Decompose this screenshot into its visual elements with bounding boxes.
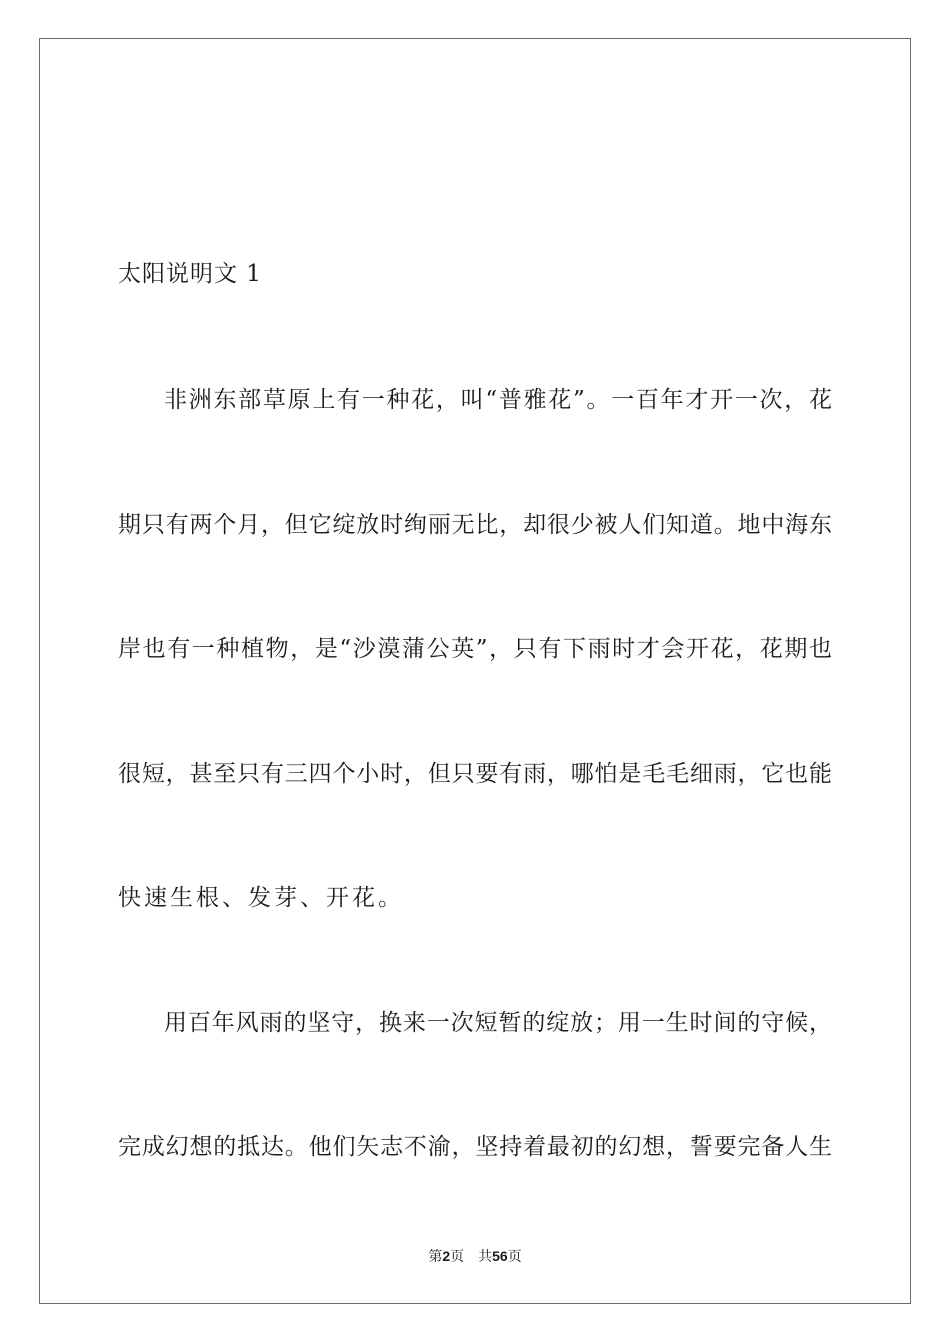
page-footer — [0, 1246, 950, 1267]
paragraph-1-line-4: 很短，甚至只有三四个小时，但只要有雨，哪怕是毛毛细雨，它也能 — [118, 761, 832, 787]
footer-page-number: 2 — [442, 1248, 451, 1264]
paragraph-2-line-1: 用百年风雨的坚守，换来一次短暂的绽放；用一生时间的守候， — [164, 1010, 832, 1036]
footer-page-prefix: 第 — [428, 1249, 443, 1265]
footer-page-suffix: 页 — [450, 1249, 465, 1265]
paragraph-1-line-5: 快速生根、发芽、开花。 — [118, 885, 404, 911]
footer-total-pages: 56 — [492, 1248, 508, 1264]
footer-total-prefix: 共 — [478, 1249, 493, 1265]
paragraph-1-line-1: 非洲东部草原上有一种花，叫“普雅花”。一百年才开一次，花 — [164, 387, 832, 413]
page-border — [39, 38, 911, 1304]
document-title: 太阳说明文 1 — [118, 261, 262, 287]
paragraph-1-line-2: 期只有两个月，但它绽放时绚丽无比，却很少被人们知道。地中海东 — [118, 512, 832, 538]
paragraph-2-line-2: 完成幻想的抵达。他们矢志不渝，坚持着最初的幻想，誓要完备人生 — [118, 1134, 832, 1160]
paragraph-1-line-3: 岸也有一种植物，是“沙漠蒲公英”，只有下雨时才会开花，花期也 — [118, 636, 832, 662]
footer-total-suffix: 页 — [507, 1249, 522, 1265]
